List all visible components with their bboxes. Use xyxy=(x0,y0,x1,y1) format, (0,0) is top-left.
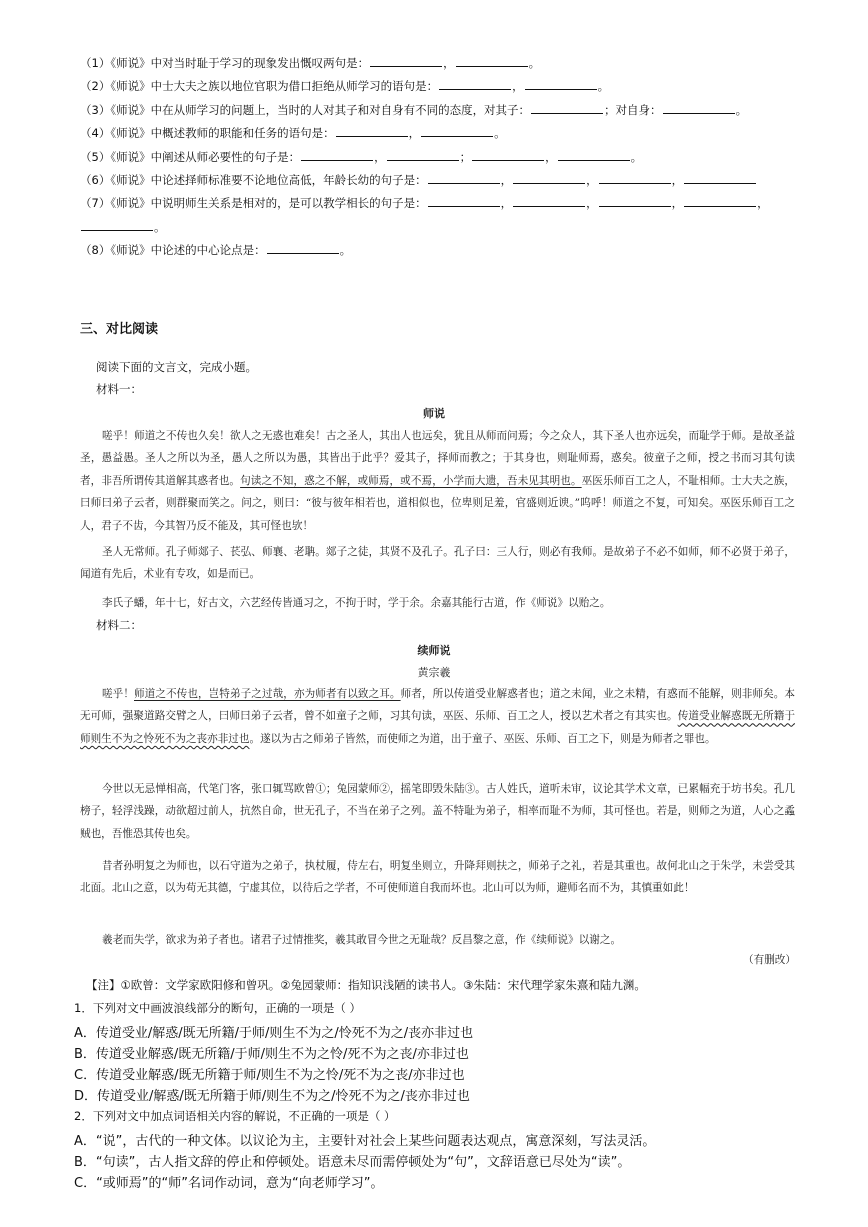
source-note: （有删改） xyxy=(743,954,796,966)
answer-blank[interactable] xyxy=(513,171,585,184)
answer-blank[interactable] xyxy=(472,148,544,161)
question-1-option-a[interactable]: A．传道受业/解惑/既无所籍/于师/则生不为之/怜死不为之/丧亦非过也 xyxy=(74,1026,474,1041)
answer-blank[interactable] xyxy=(428,171,500,184)
material-2-author: 黄宗羲 xyxy=(417,666,451,679)
fill-item-5: （5）《师说》中阐述从师必要性的句子是： ， ； ， 。 xyxy=(80,149,643,164)
answer-blank[interactable] xyxy=(81,218,153,231)
material-2-label: 材料二： xyxy=(96,618,142,632)
answer-blank[interactable] xyxy=(421,124,493,137)
answer-blank[interactable] xyxy=(599,171,671,184)
material-1-paragraph-3: 李氏子蟠，年十七，好古文，六艺经传皆通习之，不拘于时，学于余。余嘉其能行古道，作《师说》以贻之。 xyxy=(102,597,611,609)
material-2-paragraph-4: 羲老而失学，欲求为弟子者也。诸君子过情推奖，羲其敢冒今世之无耻哉？反昌黎之意，作《续师说》以谢之。 xyxy=(102,934,622,946)
question-1-option-c[interactable]: C．传道受业解惑/既无所籍于师/则生不为之怜/死不为之丧/亦非过也 xyxy=(74,1068,465,1083)
material-2-paragraph-2: 今世以无忌惮相高，代笔门客，张口辄骂欧曾①；兔园蒙师②，摇笔即毁朱陆③。古人姓氏，道听未审，议论其学术文章，已累幅充于坊书矣。孔几榜子，轻浮浅躁，动欲超过前人，抗然自命，世无孔子，不当在弟子之列。盖不特耻为弟子，相率而耻不为师，其可怪也。若是，则师之为道，人心之蟊贼也，吾惟恐其传也矣。 xyxy=(80,783,795,840)
material-2-paragraph-1: 嗟乎！师道之不传也，岂特弟子之过哉，亦为师者有以致之耳。师者，所以传道受业解惑者也；道之未闻，业之未精，有惑而不能解，则非师矣。本无可师，强聚道路交臂之人，曰师曰弟子云者，曾不如童子之师，习其句读，巫医、乐师、百工之人，授以艺术者之有其实也。传道受业解惑既无所籍于师则生不为之怜死不为之丧亦非过也。遂以为古之师弟子皆然，而使师之为道，出于童子、巫医、乐师、百工之下，则是为师者之罪也。 xyxy=(80,688,796,745)
fill-item-3: （3）《师说》中在从师学习的问题上，当时的人对其子和对自身有不同的态度，对其子： ；对自身： 。 xyxy=(80,102,748,117)
material-1-paragraph-2: 圣人无常师。孔子师郯子、苌弘、师襄、老聃。郯子之徒，其贤不及孔子。孔子曰：三人行，则必有我师。是故弟子不必不如师，师不必贤于弟子，闻道有先后，术业有专攻，如是而已。 xyxy=(80,546,795,581)
answer-blank[interactable] xyxy=(336,124,408,137)
answer-blank[interactable] xyxy=(599,194,671,207)
question-1-option-b[interactable]: B．传道受业解惑/既无所籍/于师/则生不为之怜/死不为之丧/亦非过也 xyxy=(74,1047,469,1062)
fill-in-questions xyxy=(80,52,780,263)
answer-blank[interactable] xyxy=(428,194,500,207)
question-1-option-d[interactable]: D．传道受业/解惑/既无所籍于师/则生不为之/怜死不为之/丧亦非过也 xyxy=(74,1089,470,1104)
material-1-label: 材料一： xyxy=(96,382,142,396)
answer-blank[interactable] xyxy=(663,101,735,114)
answer-blank[interactable] xyxy=(558,148,630,161)
answer-blank[interactable] xyxy=(531,101,603,114)
fill-item-2: （2）《师说》中士大夫之族以地位官职为借口拒绝从师学习的语句是： ， 。 xyxy=(80,79,610,94)
footnote: 【注】①欧曾：文学家欧阳修和曾巩。②兔园蒙师：指知识浅陋的读书人。③朱陆：宋代理学家朱熹和陆九渊。 xyxy=(86,978,646,992)
fill-item-1: （1）《师说》中对当时耻于学习的现象发出慨叹两句是： ， 。 xyxy=(80,56,541,70)
material-1-title: 师说 xyxy=(423,407,445,420)
answer-blank[interactable] xyxy=(525,77,597,90)
underlined-sentence: 师道之不传也，岂特弟子之过哉，亦为师者有以致之耳。 xyxy=(134,688,401,700)
material-1-paragraph-1: 嗟乎！师道之不传也久矣！欲人之无惑也难矣！古之圣人，其出人也远矣，犹且从师而问焉；今之众人，其下圣人也亦远矣，而耻学于师。是故圣益圣，愚益愚。圣人之所以为圣，愚人之所以为愚，其皆出于此乎？爱其子，择师而教之；于其身也，则耻师焉，惑矣。彼童子之师，授之书而习其句读者，非吾所谓传其道解其惑者也。句读之不知，惑之不解，或师焉，或不焉，小学而大遗，吾未见其明也。巫医乐师百工之人，不耻相师。士大夫之族，曰师曰弟子云者，则群聚而笑之。问之，则曰：“彼与彼年相若也，道相似也，位卑则足羞，官盛则近谀。”呜呼！师道之不复，可知矣。巫医乐师百工之人，君子不齿，今其智乃反不能及，其可怪也欤！ xyxy=(80,430,796,532)
answer-blank[interactable] xyxy=(439,77,511,90)
wavy-underlined-sentence: 传道受业解惑既无所籍于师则生不为之怜死不为之丧亦非过也 xyxy=(80,710,796,745)
underlined-sentence: 句读之不知，惑之不解，或师焉，或不焉，小学而大遗，吾未见其明也。 xyxy=(240,474,582,487)
reading-instruction: 阅读下面的文言文，完成小题。 xyxy=(96,360,257,374)
question-2-option-a[interactable]: A．“说”，古代的一种文体。以议论为主，主要针对社会上某些问题表达观点，寓意深刻，写法灵活。 xyxy=(74,1134,656,1149)
answer-blank[interactable] xyxy=(267,241,339,254)
question-2-stem: 2．下列对文中加点词语相关内容的解说，不正确的一项是（ ） xyxy=(74,1109,396,1123)
fill-item-8: （8）《师说》中论述的中心论点是： 。 xyxy=(80,243,352,258)
question-1-stem: 1．下列对文中画波浪线部分的断句，正确的一项是（ ） xyxy=(74,1001,361,1015)
fill-item-6: （6）《师说》中论述择师标准要不论地位高低，年龄长幼的句子是： ， ， ， xyxy=(80,169,780,192)
fill-item-7: （7）《师说》中说明师生关系是相对的，是可以教学相长的句子是： ， ， ， ， xyxy=(80,196,769,211)
answer-blank[interactable] xyxy=(684,171,756,184)
answer-blank[interactable] xyxy=(513,194,585,207)
answer-blank[interactable] xyxy=(370,54,442,67)
answer-blank[interactable] xyxy=(387,148,459,161)
material-2-paragraph-3: 昔者孙明复之为师也，以石守道为之弟子，执杖履，侍左右，明复坐则立，升降拜则扶之，师弟子之礼，若是其重也。故何北山之于朱学，未尝受其北面。北山之意，以为苟无其德，宁虚其位，以待后之学者，不可使师道自我而坏也。北山可以为师，避师名而不为，其慎重如此！ xyxy=(80,860,795,895)
fill-item-7-cont: 。 xyxy=(80,216,780,239)
answer-blank[interactable] xyxy=(684,194,756,207)
question-2-option-b[interactable]: B．“句读”，古人指文辞的停止和停顿处。语意未尽而需停顿处为“句”，文辞语意已尽处为“读”。 xyxy=(74,1155,631,1170)
section-title: 三、对比阅读 xyxy=(80,322,159,337)
question-2-option-c[interactable]: C．“或师焉”的“师”名词作动词，意为“向老师学习”。 xyxy=(74,1176,384,1191)
fill-item-4: （4）《师说》中概述教师的职能和任务的语句是： ， 。 xyxy=(80,126,506,141)
answer-blank[interactable] xyxy=(301,148,373,161)
answer-blank[interactable] xyxy=(456,54,528,67)
material-2-title: 续师说 xyxy=(417,644,451,657)
